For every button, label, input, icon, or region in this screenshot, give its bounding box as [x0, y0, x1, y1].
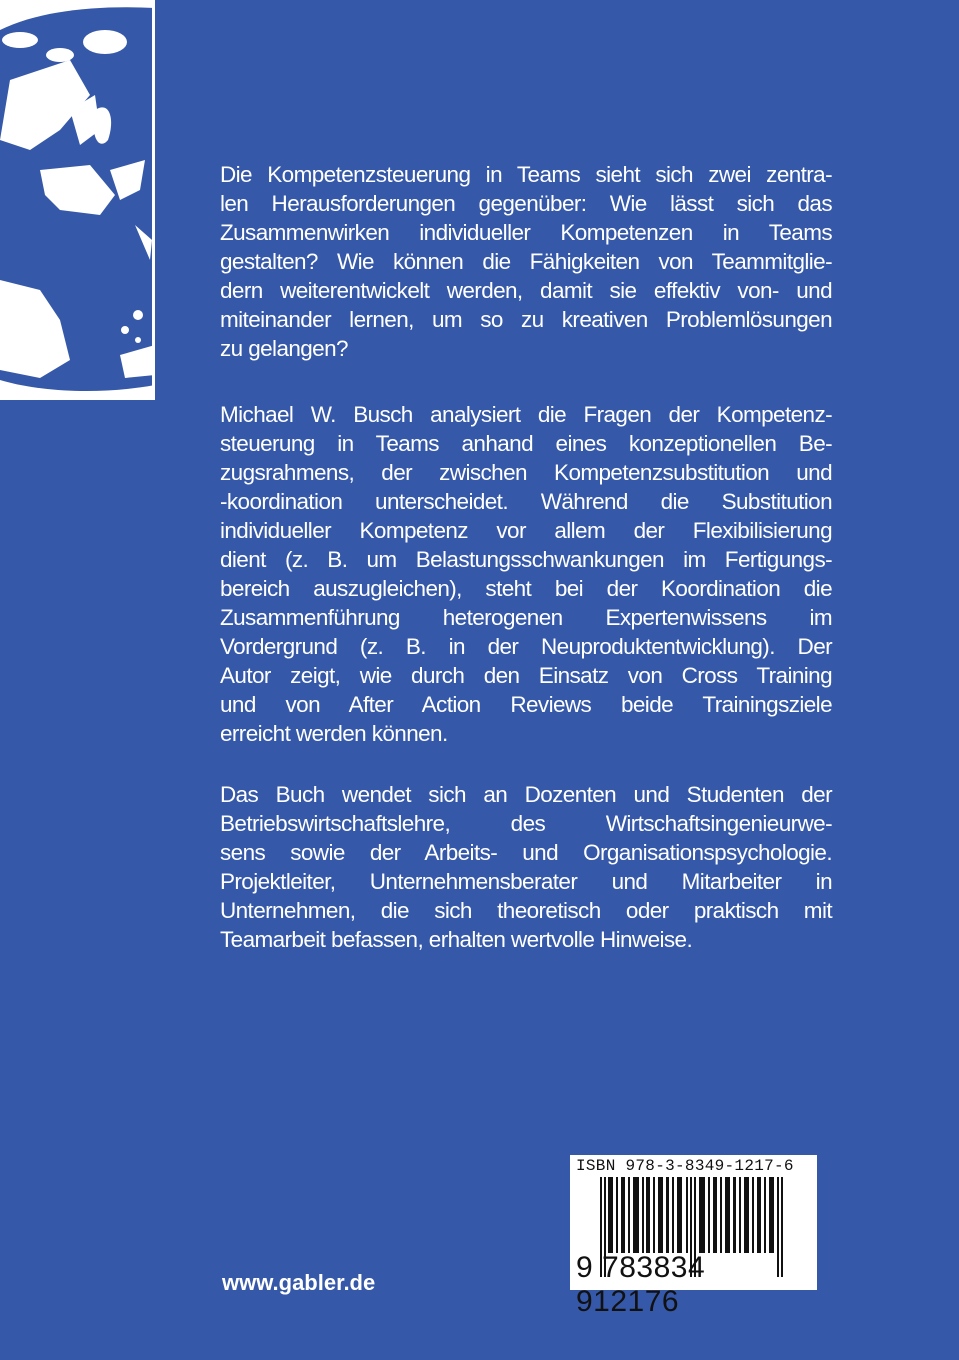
text-line: Betriebswirtschaftslehre, des Wirtschaftsingenieurwe-	[220, 811, 832, 836]
text-line: zu gelangen?	[220, 336, 348, 361]
text-line: gestalten? Wie können die Fähigkeiten von Teammitglie-	[220, 249, 832, 274]
text-line: len Herausforderungen gegenüber: Wie lässt sich das	[220, 191, 832, 216]
ean-digits: 9 783834 912176	[576, 1251, 706, 1318]
text-line: dient (z. B. um Belastungsschwankungen im Fertigungs-	[220, 547, 832, 572]
text-line: -koordination unterscheidet. Während die Substitution	[220, 489, 832, 514]
text-line: Das Buch wendet sich an Dozenten und Studenten der	[220, 782, 832, 807]
description-paragraph-1	[220, 160, 832, 363]
description-paragraph-3	[220, 780, 832, 954]
text-line: zugsrahmens, der zwischen Kompetenzsubstitution und	[220, 460, 832, 485]
text-line: Projektleiter, Unternehmensberater und Mitarbeiter in	[220, 869, 832, 894]
text-line: bereich auszugleichen), steht bei der Koordination die	[220, 576, 832, 601]
text-line: Die Kompetenzsteuerung in Teams sieht sich zwei zentra-	[220, 162, 832, 187]
isbn-label: ISBN 978-3-8349-1217-6	[576, 1157, 794, 1175]
text-line: und von After Action Reviews beide Trainingsziele	[220, 692, 832, 717]
publisher-url[interactable]: www.gabler.de	[222, 1270, 376, 1295]
text-line: sens sowie der Arbeits- und Organisationspsychologie.	[220, 840, 832, 865]
text-line: steuerung in Teams anhand eines konzeptionellen Be-	[220, 431, 832, 456]
text-line: Zusammenführung heterogenen Expertenwissens im	[220, 605, 832, 630]
text-line: Zusammenwirken individueller Kompetenzen in Teams	[220, 220, 832, 245]
description-paragraph-2	[220, 400, 832, 748]
text-line: erreicht werden können.	[220, 721, 448, 746]
globe-map-icon	[0, 0, 155, 400]
text-line: Teamarbeit befassen, erhalten wertvolle Hinweise.	[220, 927, 693, 952]
text-line: Vordergrund (z. B. in der Neuproduktentwicklung). Der	[220, 634, 832, 659]
text-line: individueller Kompetenz vor allem der Flexibilisierung	[220, 518, 832, 543]
text-line: Unternehmen, die sich theoretisch oder praktisch mit	[220, 898, 832, 923]
text-line: Michael W. Busch analysiert die Fragen der Kompetenz-	[220, 402, 832, 427]
isbn-barcode	[570, 1155, 817, 1318]
text-line: dern weiterentwickelt werden, damit sie effektiv von- und	[220, 278, 832, 303]
text-line: Autor zeigt, wie durch den Einsatz von Cross Training	[220, 663, 832, 688]
globe-map-image	[0, 0, 155, 400]
text-line: miteinander lernen, um so zu kreativen Problemlösungen	[220, 307, 832, 332]
